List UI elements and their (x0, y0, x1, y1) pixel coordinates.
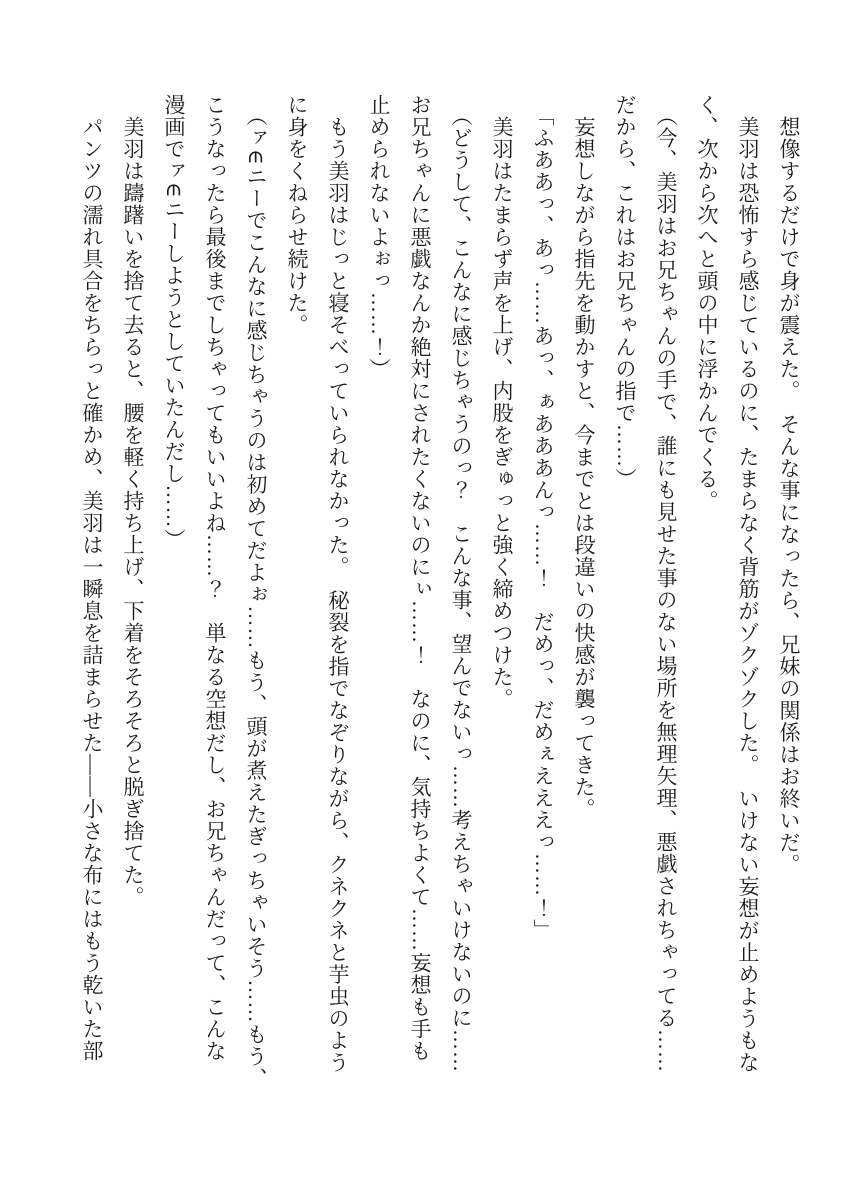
text-column: （どうして、こんなに感じちゃうのっ？ こんな事、望んでないっ……考えちゃいけないのに…… (449, 105, 473, 1073)
text-column: 美羽は恐怖すら感じているのに、たまらなく背筋がゾクゾクした。 いけない妄想が止めようもな (736, 116, 760, 1074)
text-column: 「ふああっ、あっ……あっ、ぁあああんっ……！ だめっ、だめぇえええっ……！」 (531, 105, 555, 941)
text-column: 美羽は躊躇いを捨て去ると、腰を軽く持ち上げ、下着をそろそろと脱ぎ捨てた。 (121, 116, 145, 908)
text-column: （ァ∈ニーでこんなに感じちゃうのは初めてだよぉ……もう、頭が煮えたぎっちゃいそう……もう、 (244, 105, 268, 1090)
text-column: 妄想しながら指先を動かすと、今までとは段違いの快感が襲ってきた。 (572, 116, 596, 820)
text-column: だから、これはお兄ちゃんの指で……） (613, 94, 637, 490)
text-column: に身をくねらせ続けた。 (285, 94, 309, 336)
text-column: 漫画でァ∈ニーしようとしていたんだし……） (162, 94, 186, 551)
text-column: 美羽はたまらず声を上げ、内股をぎゅっと強く締めつけた。 (490, 116, 514, 710)
vertical-text-block (60, 94, 809, 1182)
text-column: （今、美羽はお兄ちゃんの手で、誰にも見せた事のない場所を無理矢理、悪戯されちゃってる…… (654, 105, 678, 1073)
text-column: こうなったら最後までしちゃってもいいよね……？ 単なる空想だし、お兄ちゃんだって、こんな (203, 94, 227, 1062)
text-column: く、次から次へと頭の中に浮かんでくる。 (695, 94, 719, 512)
text-column: パンツの濡れ具合をちらっと確かめ、美羽は一瞬息を詰まらせた――小さな布にはもう乾いた部 (80, 116, 104, 1062)
text-column: 想像するだけで身が震えた。 そんな事になったら、兄妹の関係はお終いだ。 (777, 116, 801, 876)
text-column: お兄ちゃんに悪戯なんか絶対にされたくないのにぃ……！ なのに、気持ちよくて……妄想も手も (408, 94, 432, 1062)
text-column: 止められないよぉっ……！） (367, 94, 391, 380)
text-column: もう美羽はじっと寝そべっていられなかった。 秘裂を指でなぞりながら、クネクネと芋虫のよう (326, 116, 350, 1074)
